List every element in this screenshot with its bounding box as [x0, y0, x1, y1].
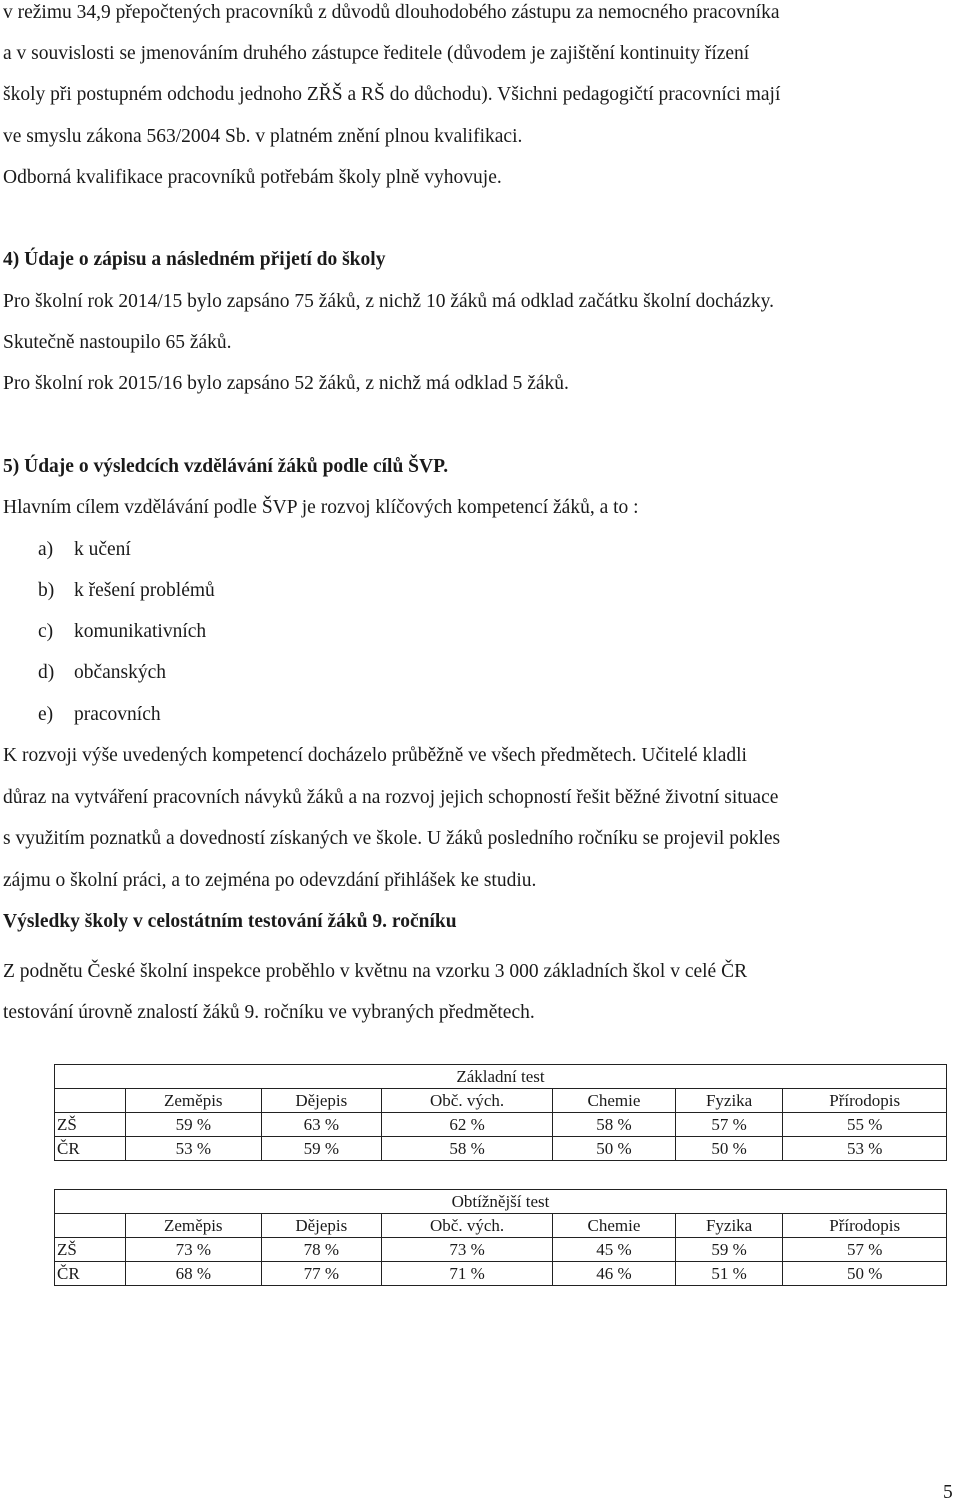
- subject-header: Přírodopis: [783, 1089, 947, 1113]
- score-cell: 68 %: [126, 1262, 262, 1286]
- table-title: Základní test: [55, 1065, 947, 1089]
- subject-header: Chemie: [553, 1089, 676, 1113]
- score-cell: 50 %: [783, 1262, 947, 1286]
- list-text: pracovních: [74, 704, 161, 725]
- score-cell: 50 %: [675, 1137, 783, 1161]
- score-cell: 73 %: [382, 1238, 553, 1262]
- score-cell: 46 %: [553, 1262, 676, 1286]
- score-cell: 57 %: [783, 1238, 947, 1262]
- basic-test-table: [54, 1064, 947, 1161]
- list-marker: b): [38, 580, 55, 601]
- table-row: [55, 1262, 947, 1286]
- subject-header: Přírodopis: [783, 1214, 947, 1238]
- table-row: [55, 1137, 947, 1161]
- subject-header: Obč. vých.: [382, 1214, 553, 1238]
- table-title-row: [55, 1065, 947, 1089]
- score-cell: 78 %: [261, 1238, 382, 1262]
- table-title: Obtížnější test: [55, 1190, 947, 1214]
- section-5-paragraph-line: K rozvoji výše uvedených kompetencí docházelo průběžně ve všech předmětech. Učitelé kladli: [3, 745, 747, 766]
- section-4-line: Pro školní rok 2014/15 bylo zapsáno 75 žáků, z nichž 10 žáků má odklad začátku školní docházky.: [3, 291, 774, 312]
- score-cell: 59 %: [126, 1113, 262, 1137]
- page-number: 5: [943, 1482, 953, 1503]
- results-heading: Výsledky školy v celostátním testování žáků 9. ročníku: [3, 911, 457, 932]
- competence-list-item: [38, 538, 131, 562]
- list-marker: d): [38, 662, 55, 683]
- list-text: komunikativních: [74, 621, 207, 642]
- row-label: ZŠ: [55, 1113, 126, 1137]
- list-text: občanských: [74, 662, 167, 683]
- subject-header: Fyzika: [675, 1214, 783, 1238]
- table-header-row: [55, 1214, 947, 1238]
- intro-line: Odborná kvalifikace pracovníků potřebám školy plně vyhovuje.: [3, 167, 502, 188]
- list-text: k řešení problémů: [74, 580, 215, 601]
- results-line: Z podnětu České školní inspekce proběhlo v květnu na vzorku 3 000 základních škol v celé ČR: [3, 961, 748, 982]
- score-cell: 53 %: [783, 1137, 947, 1161]
- score-cell: 45 %: [553, 1238, 676, 1262]
- subject-header: Fyzika: [675, 1089, 783, 1113]
- section-5-paragraph-line: důraz na vytváření pracovních návyků žáků a na rozvoj jejich schopností řešit běžné životní situace: [3, 787, 779, 808]
- row-label: ZŠ: [55, 1238, 126, 1262]
- subject-header: Zeměpis: [126, 1089, 262, 1113]
- intro-line: v režimu 34,9 přepočtených pracovníků z důvodů dlouhodobého zástupu za nemocného pracovníka: [3, 2, 780, 23]
- subject-header: Zeměpis: [126, 1214, 262, 1238]
- score-cell: 55 %: [783, 1113, 947, 1137]
- score-cell: 51 %: [675, 1262, 783, 1286]
- score-cell: 77 %: [261, 1262, 382, 1286]
- competence-list-item: [38, 620, 206, 644]
- score-cell: 59 %: [261, 1137, 382, 1161]
- subject-header: Obč. vých.: [382, 1089, 553, 1113]
- row-label: ČR: [55, 1137, 126, 1161]
- table-row: [55, 1113, 947, 1137]
- score-cell: 57 %: [675, 1113, 783, 1137]
- table-header-row: [55, 1089, 947, 1113]
- competence-list-item: [38, 703, 161, 727]
- intro-line: a v souvislosti se jmenováním druhého zástupce ředitele (důvodem je zajištění kontinuity řízení: [3, 43, 750, 64]
- results-line: testování úrovně znalostí žáků 9. ročníku ve vybraných předmětech.: [3, 1002, 535, 1023]
- section-4-heading: 4) Údaje o zápisu a následném přijetí do školy: [3, 249, 386, 270]
- score-cell: 71 %: [382, 1262, 553, 1286]
- list-text: k učení: [74, 539, 131, 560]
- row-label: ČR: [55, 1262, 126, 1286]
- empty-header-cell: [55, 1089, 126, 1113]
- section-5-intro: Hlavním cílem vzdělávání podle ŠVP je rozvoj klíčových kompetencí žáků, a to :: [3, 497, 639, 518]
- score-cell: 62 %: [382, 1113, 553, 1137]
- table-row: [55, 1238, 947, 1262]
- list-marker: e): [38, 704, 54, 725]
- section-4-line: Skutečně nastoupilo 65 žáků.: [3, 332, 232, 353]
- harder-test-table: [54, 1189, 947, 1286]
- subject-header: Chemie: [553, 1214, 676, 1238]
- score-cell: 58 %: [553, 1113, 676, 1137]
- score-cell: 50 %: [553, 1137, 676, 1161]
- intro-line: školy při postupném odchodu jednoho ZŘŠ a RŠ do důchodu). Všichni pedagogičtí pracovníci mají: [3, 84, 781, 105]
- section-5-paragraph-line: zájmu o školní práci, a to zejména po odevzdání přihlášek ke studiu.: [3, 870, 537, 891]
- score-cell: 58 %: [382, 1137, 553, 1161]
- subject-header: Dějepis: [261, 1214, 382, 1238]
- score-cell: 73 %: [126, 1238, 262, 1262]
- score-cell: 59 %: [675, 1238, 783, 1262]
- table-title-row: [55, 1190, 947, 1214]
- section-5-paragraph-line: s využitím poznatků a dovedností získaných ve škole. U žáků posledního ročníku se projevil pokles: [3, 828, 781, 849]
- score-cell: 53 %: [126, 1137, 262, 1161]
- intro-line: ve smyslu zákona 563/2004 Sb. v platném znění plnou kvalifikaci.: [3, 126, 523, 147]
- section-4-line: Pro školní rok 2015/16 bylo zapsáno 52 žáků, z nichž má odklad 5 žáků.: [3, 373, 569, 394]
- list-marker: a): [38, 539, 54, 560]
- competence-list-item: [38, 661, 166, 685]
- empty-header-cell: [55, 1214, 126, 1238]
- score-cell: 63 %: [261, 1113, 382, 1137]
- subject-header: Dějepis: [261, 1089, 382, 1113]
- section-5-heading: 5) Údaje o výsledcích vzdělávání žáků podle cílů ŠVP.: [3, 456, 449, 477]
- competence-list-item: [38, 579, 215, 603]
- list-marker: c): [38, 621, 54, 642]
